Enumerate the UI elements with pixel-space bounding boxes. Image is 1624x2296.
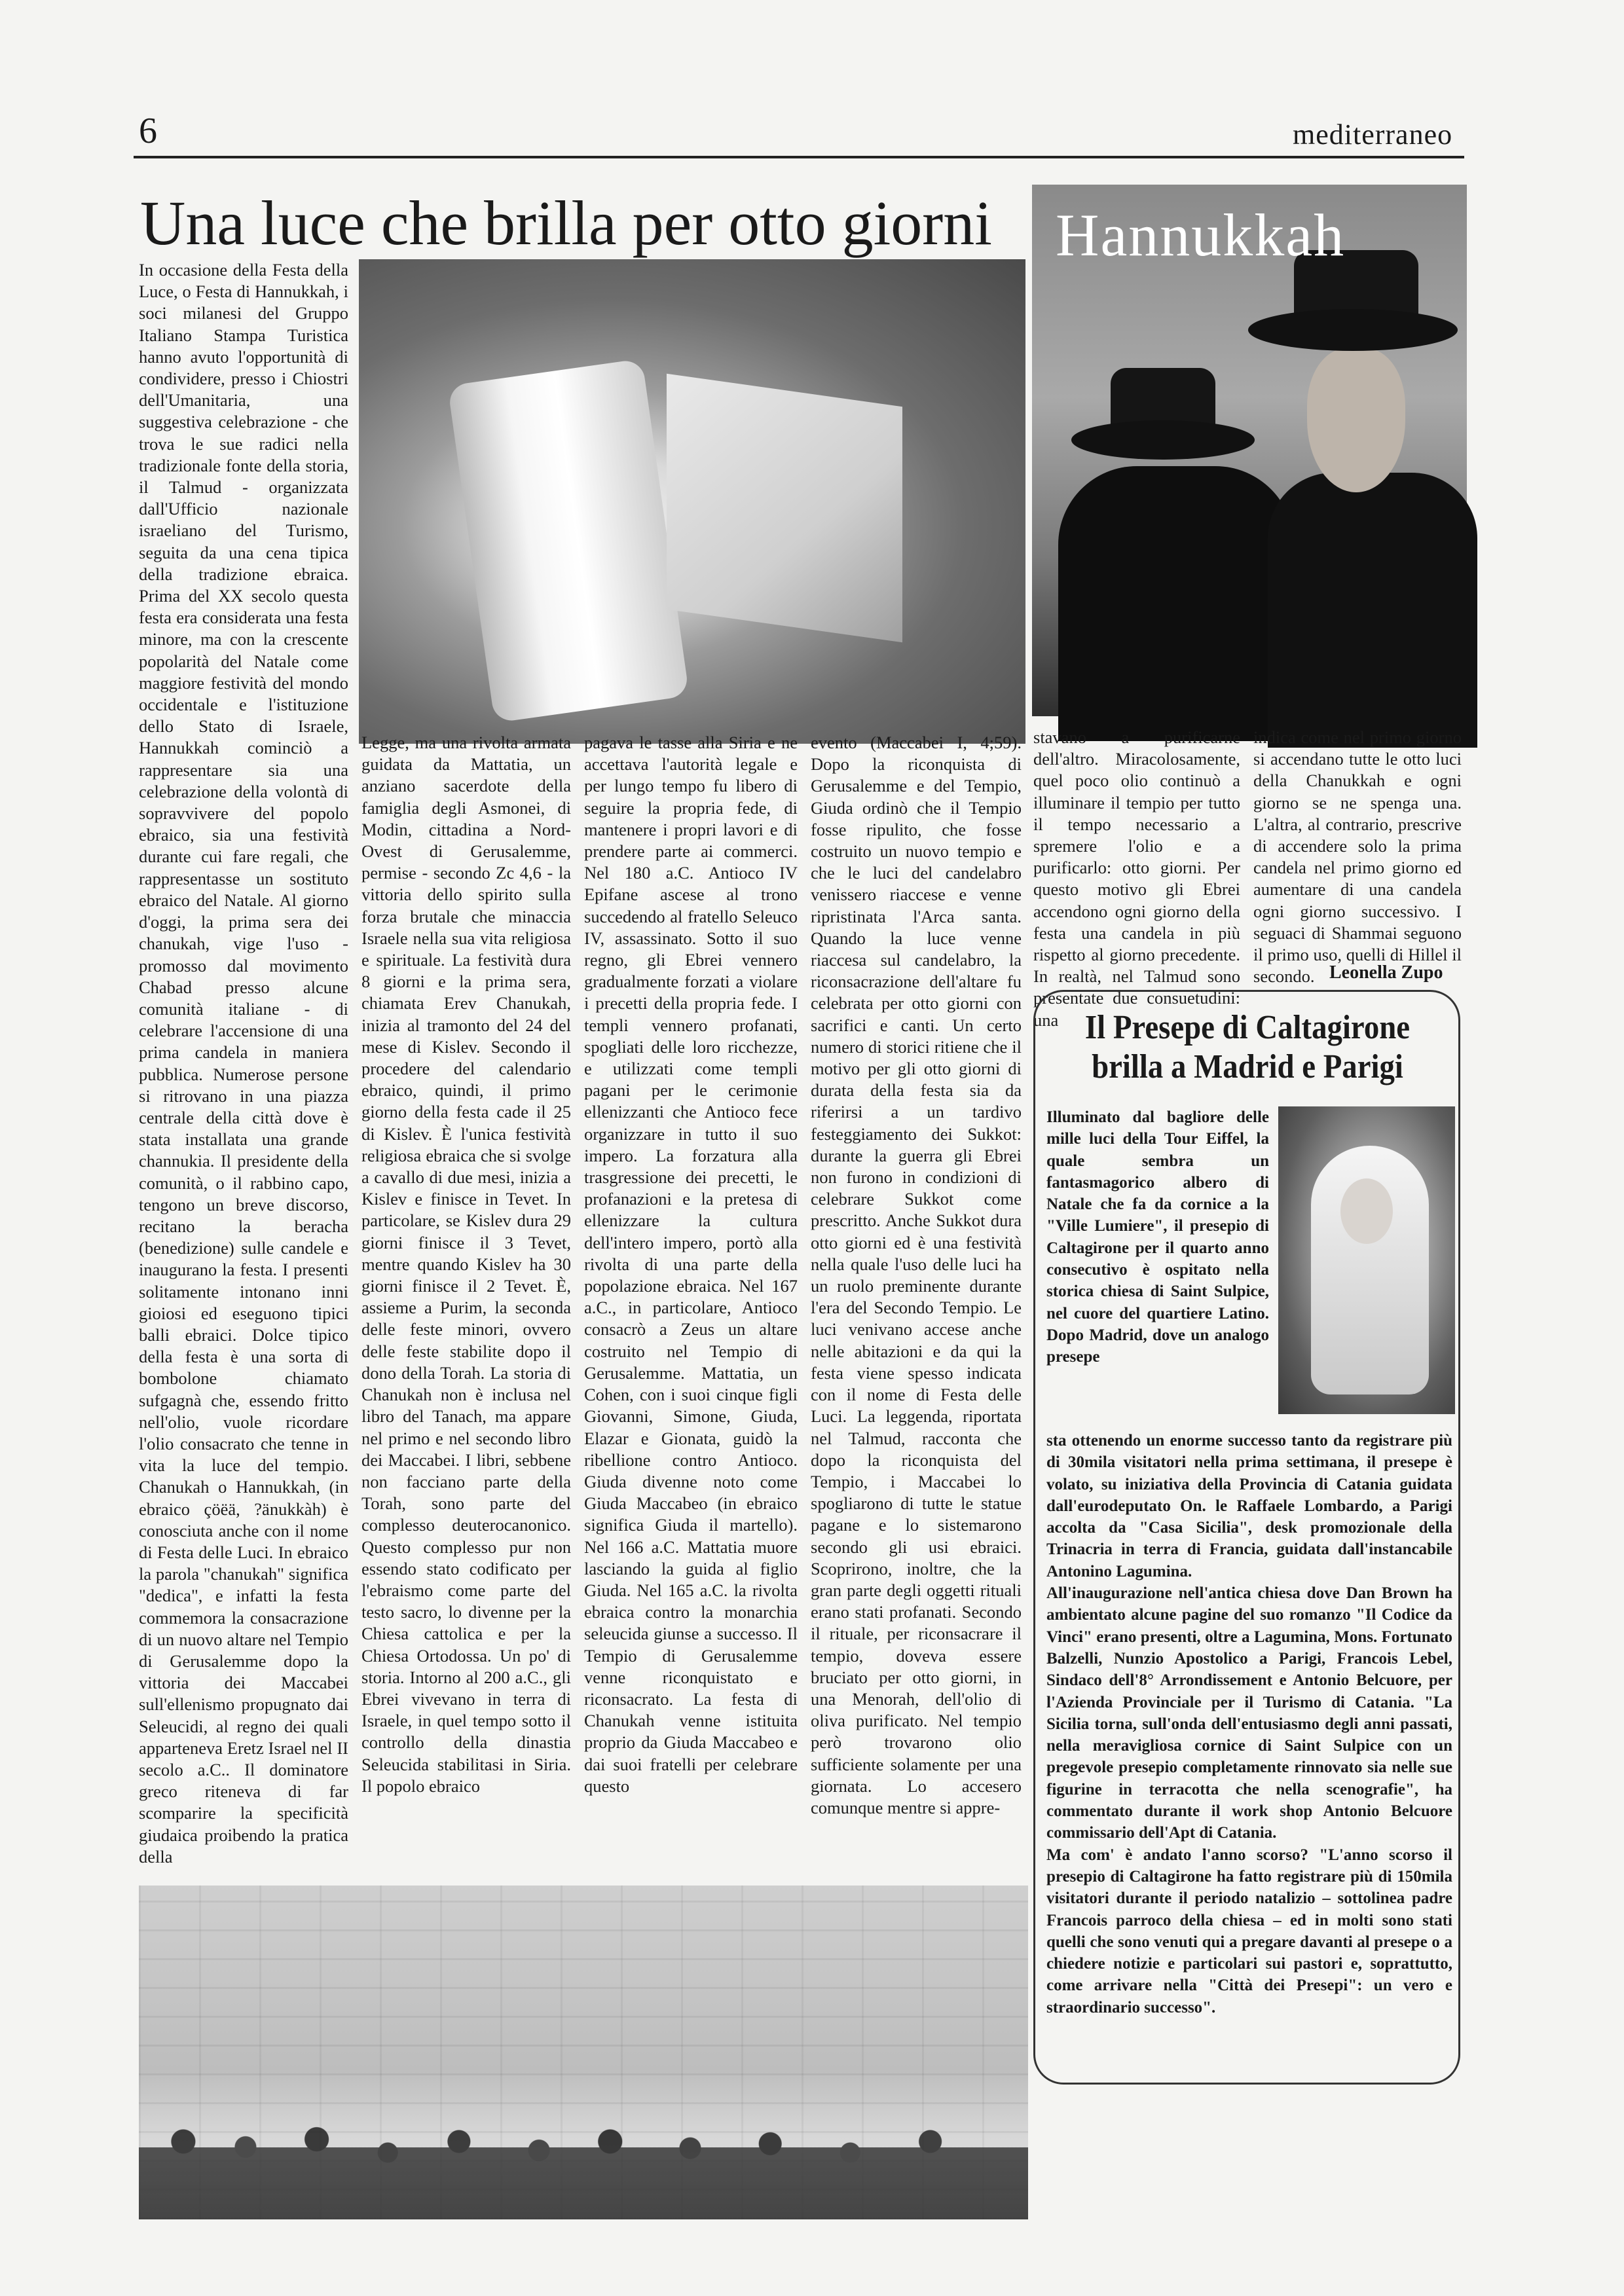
presepe-text-narrow — [1046, 1106, 1269, 1368]
article-column-3 — [584, 732, 798, 1884]
article-column-2 — [361, 732, 571, 1884]
crowd-shape — [139, 2108, 1028, 2219]
presepe-paragraph-2: All'inaugurazione nell'antica chiesa dove Dan Brown ha ambientato alcune pagine del suo romanzo "Il Codice da Vinci" erano presenti, oltre a Lagumina, Mons. Fortunato Balzelli, Nunzio Apostolico a Parigi, Francois Lebel, Sindaco dell'8° Arrondissement e Antonio Belcuore, per l'Azienda Provinciale per il Turismo di Catania. "La Sicilia torna, sull'onda dell'entusiasmo degli anni passati, nella meravigliosa cornice di Saint Sulpice con un pregevole presepio completamente rinnovato sia nelle sue figurine in terracotta che nella scenografie", ha commentato durante il work shop Antonio Belcuore commissario dell'Apt di Catania. — [1046, 1584, 1452, 1842]
article-author: Leonella Zupo — [1329, 962, 1443, 983]
torah-scroll-shape — [447, 359, 689, 723]
presepe-paragraph-intro: Illuminato dal bagliore delle mille luci della Tour Eiffel, la quale sembra un fantasmagorico albero di Natale che fa da cornice a la "Ville Lumiere", il presepio di Caltagirone per il quarto anno consecutivo è ospitato nella storica chiesa di Saint Sulpice, nel cuore del quartiere Latino. Dopo Madrid, dove un analogo presepe — [1046, 1108, 1269, 1366]
article-column-5 — [1033, 727, 1240, 1030]
header-rule — [134, 156, 1464, 158]
article-text-col6: indica come nel primo giorno si accendano tutte le otto luci della Chanukkah e ogni giorno se ne spenga una. L'altra, al contrario, prescrive di accendere solo la prima candela nel primo giorno ed aumentare di una candela ogni giorno successivo. I seguaci di Shammai seguono il primo uso, quelli di Hillel il secondo. — [1253, 727, 1462, 987]
torah-book-shape — [667, 374, 902, 643]
article-headline: Una luce che brilla per otto giorni — [140, 188, 992, 258]
presepe-title-line-1: Il Presepe di Caltagirone — [1084, 1009, 1411, 1046]
torah-scroll-photo — [359, 259, 1025, 744]
publication-name: mediterraneo — [1293, 118, 1453, 151]
western-wall-photo — [139, 1886, 1028, 2219]
hat-brim-right — [1248, 309, 1458, 351]
page-number: 6 — [139, 111, 157, 151]
article-column-1 — [139, 259, 348, 1883]
article-text-col2: Legge, ma una rivolta armata guidata da Mattatia, un anziano sacerdote della famiglia degli Asmonei, di Modin, cittadina a Nord-Ovest di Gerusalemme, permise - secondo Zc 4,6 - la vittoria dello spirito sulla forza brutale che minaccia Israele nella sua vita religiosa e spirituale. La festività dura 8 giorni e la prima sera, chiamata Erev Chanukah, inizia al tramonto del 24 del mese di Kislev. Secondo il procedere del calendario ebraico, quindi, il primo giorno della festa cade il 25 di Kislev. È l'unica festività religiosa ebraica che si svolge a cavallo di due mesi, inizia a Kislev e finisce in Tevet. In particolare, se Kislev dura 29 giorni finisce il 3 Tevet, mentre quando Kislev ha 30 giorni finisce il 2 Tevet. È, assieme a Purim, la seconda delle feste minori, ovvero delle feste stabilite dopo il dono della Torah. La storia di Chanukah non è inclusa nel libro del Tanach, ma appare nel primo e nel secondo libro dei Maccabei. I libri, sebbene non facciano parte della Torah, sono parte del complesso deuterocanonico. Questo complesso pur non essendo stato codificato per l'ebraismo come parte del testo sacro, lo divenne per la Chiesa cattolica e per la Chiesa Ortodossa. Un po' di storia. Intorno al 200 a.C., gli Ebrei vivevano in terra di Israele, in quel tempo sotto il controllo della dinastia Seleucida stabilitasi in Siria. Il popolo ebraico — [361, 733, 571, 1796]
presepe-title — [1062, 1008, 1433, 1087]
figure-face — [1307, 348, 1405, 492]
hannukkah-photo — [1032, 185, 1467, 716]
presepe-paragraph-3: Ma com' è andato l'anno scorso? "L'anno scorso il presepio di Caltagirone ha fatto registrare più di 150mila visitatori durante il periodo natalizio – sottolinea padre Francois parroco della chiesa – ed in molti sono stati quelli che sono venuti qui a pregare davanti al presepe o a chiedere notizie e particolari sui pastori e, soprattutto, come arrivare nella "Città dei Presepi": un vero e straordinario successo". — [1046, 1846, 1452, 2016]
figure-coat-left — [1058, 466, 1294, 741]
article-text-col3: pagava le tasse alla Siria e ne accettava l'autorità legale e per lungo tempo fu libero di seguire la propria fede, di mantenere i propri lavori e di prendere parte ai commerci. Nel 180 a.C. Antioco IV Epifane ascese al trono succedendo al fratello Seleuco IV, assassinato. Sotto il suo regno, gli Ebrei vennero gradualmente forzati a violare i precetti della propria fede. I templi vennero profanati, spogliati delle loro ricchezze, e utilizzati come templi pagani per le cerimonie ellenizzanti che Antioco fece organizzare in tutto il suo impero. La forzatura alla trasgressione dei precetti, le profanazioni e la pretesa di ellenizzare la cultura dell'intero impero, portò alla rivolta di una parte della popolazione ebraica. Nel 167 a.C., in particolare, Antioco consacrò a Zeus un altare costruito nel Tempio di Gerusalemme. Mattatia, un Cohen, con i suoi cinque figli Giovanni, Simone, Giuda, Elazar e Gionata, guidò la ribellione contro Antioco. Giuda divenne noto come Giuda Maccabeo (in ebraico significa Giuda il martello). Nel 166 a.C. Mattatia muore lasciando la guida al figlio Giuda. Nel 165 a.C. la rivolta ebraica contro la monarchia seleucida giunse a successo. Il Tempio di Gerusalemme venne riconquistato e riconsacrato. La festa di Chanukah venne istituita proprio da Giuda Maccabeo e dai suoi fratelli per celebrare questo — [584, 733, 798, 1796]
article-text-col5: stavano a purificarne dell'altro. Miracolosamente, quel poco olio continuò a illuminare il tempio per tutto il tempo necessario a spremere l'olio e a purificarlo: otto giorni. Per questo motivo gli Ebrei accendono ogni giorno della festa una candela in più rispetto al giorno precedente. In realtà, nel Talmud sono presentate due consuetudini: una — [1033, 727, 1240, 1030]
figure-coat-right — [1268, 473, 1477, 748]
hat-brim-left — [1071, 420, 1255, 460]
hannukkah-overlay-title: Hannukkah — [1056, 202, 1346, 268]
presepe-title-line-2: brilla a Madrid e Parigi — [1092, 1048, 1403, 1085]
article-text-col1: In occasione della Festa della Luce, o Festa di Hannukkah, i soci milanesi del Gruppo Italiano Stampa Turistica hanno avuto l'opportunità di condividere, presso i Chiostri dell'Umanitaria, una suggestiva celebrazione - che trova le sue radici nella tradizionale fonte della storia, il Talmud - organizzata dall'Ufficio nazionale israeliano del Turismo, seguita da una cena tipica della tradizione ebraica. Prima del XX secolo questa festa era considerata una festa minore, ma con la crescente popolarità del Natale come maggiore festività del mondo occidentale e l'istituzione dello Stato di Israele, Hannukkah cominciò a rappresentare sia una celebrazione della volontà di sopravvivere del popolo ebraico, sia una festività durante cui fare regali, che rappresentasse un sostituto ebraico del Natale. Al giorno d'oggi, la prima sera dei chanukah, vige l'uso - promosso dal movimento Chabad presso alcune comunità italiane - di celebrare l'accensione di una prima candela in maniera pubblica. Numerose persone si ritrovano in una piazza centrale della città dove è stata installata una grande channukia. Il presidente della comunità, o il rabbino capo, tengono un breve discorso, recitano la beracha (benedizione) sulle candele e inaugurano la festa. I presenti solitamente intonano inni gioiosi ed eseguono tipici balli ebraici. Dolce tipico della festa è una sorta di bombolone chiamato sufgagnà che, essendo fritto nell'olio, vuole ricordare l'olio consacrato che tenne in vita la luce del tempio. Chanukah o Hannukkah, (in ebraico çöëä, ?änukkàh) è conosciuta anche con il nome di Festa delle Luci. In ebraico la parola "chanukah" significa "dedica", e infatti la festa commemora la consacrazione di un nuovo altare nel Tempio di Gerusalemme dopo la vittoria dei Maccabei sull'ellenismo propugnato dai Seleucidi, al regno dei quali appartenevа Eretz Israel nel II secolo a.C.. Il dominatore greco riteneva di far scomparire la specificità giudaica proibendo la pratica della — [139, 260, 348, 1867]
article-text-col4: evento (Maccabei I, 4;59). Dopo la riconquista di Gerusalemme e del Tempio, Giuda ordinò che il Tempio fosse ripulito, che fosse costruito un nuovo tempio e che le luci del candelabro venissero riaccese e venne ripristinata l'Arca santa. Quando la luce venne riaccesa sul candelabro, la riconsacrazione dell'altare fu celebrata per otto giorni con sacrifici e canti. Un certo numero di storici ritiene che il motivo per gli otto giorni di durata della festa sia da riferirsi a un tardivo festeggiamento dei Sukkot: durante la guerra gli Ebrei non furono in condizioni di celebrare Sukkot come prescritto. Anche Sukkot dura otto giorni ed è una festività nella quale l'uso delle luci ha un ruolo preminente durante l'era del Secondo Tempio. Le luci venivano accese anche nelle abitazioni e da qui la festa viene spesso indicata con il nome di Festa delle Luci. La leggenda, riportata nel Talmud, racconta che dopo la riconquista del Tempio, i Maccabei lo spogliarono di tutte le statue pagane e lo sistemarono secondo gli usi ebraici. Scoprirono, inoltre, che la gran parte degli oggetti rituali erano stati profanati. Secondo il rituale, per riconsacrare il tempio, doveva essere bruciato per otto giorni, in una Menorah, dell'olio di oliva purificato. Nel tempio però trovarono olio sufficiente solamente per una giornata. Lo accesero comunque mentre si appre- — [811, 733, 1022, 1817]
presepe-paragraph-1: sta ottenendo un enorme successo tanto da registrare più di 30mila visitatori nella prima settimana, il presepe è volato, su iniziativa della Provincia di Catania guidata dall'eurodeputato On. le Raffaele Lombardo, a Parigi accolta da "Casa Sicilia", desk promozionale della Trinacria in terra di Francia, guidata dall'instancabile Antonino Lagumina. — [1046, 1432, 1452, 1580]
presepe-text-wide — [1046, 1430, 1452, 2018]
madonna-statue-photo — [1278, 1106, 1455, 1414]
article-column-4 — [811, 732, 1022, 1884]
madonna-face-shape — [1340, 1178, 1393, 1244]
